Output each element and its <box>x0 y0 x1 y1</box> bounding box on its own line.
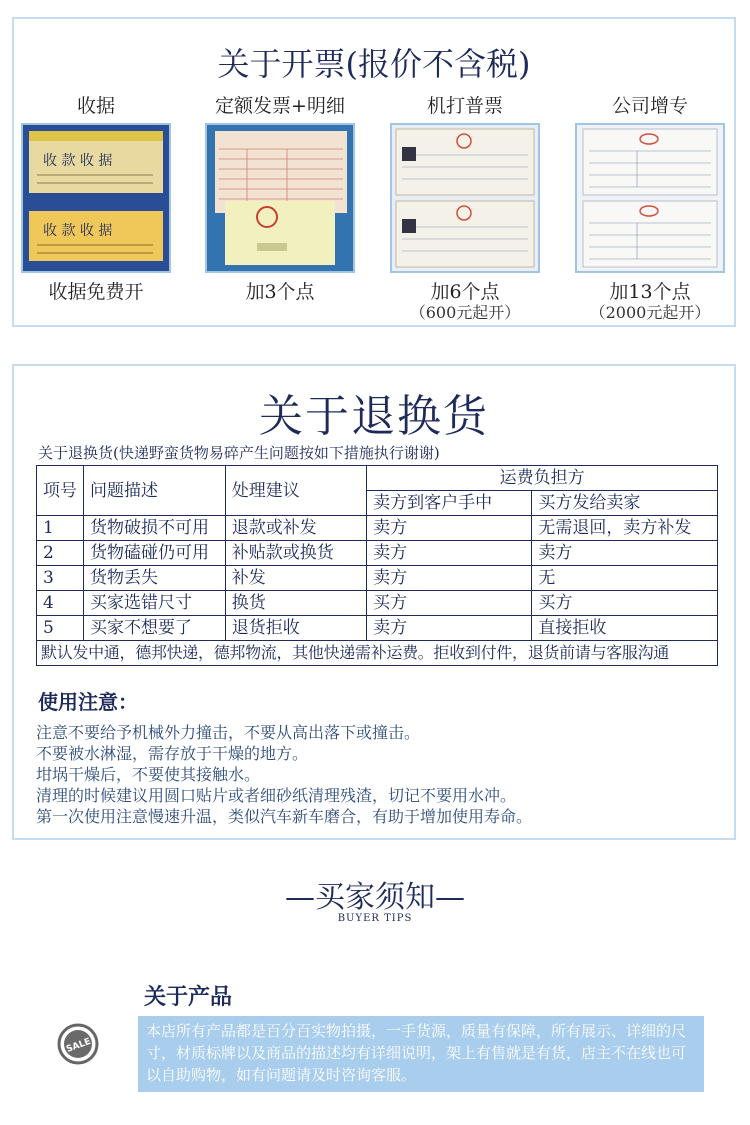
row-issue: 买家选错尺寸 <box>84 591 226 616</box>
invoice-option-machine <box>389 91 541 323</box>
sale-tag-icon <box>56 1022 100 1066</box>
table-row <box>37 541 718 566</box>
table-row <box>37 591 718 616</box>
header-to-buyer: 卖方到客户手中 <box>367 491 532 516</box>
usage-notes <box>36 722 532 827</box>
row-to-seller: 卖方 <box>532 541 718 566</box>
table-row <box>37 616 718 641</box>
row-to-buyer: 买方 <box>367 591 532 616</box>
row-to-buyer: 卖方 <box>367 541 532 566</box>
usage-line: 清理的时候建议用圆口贴片或者细砂纸清理残渣，切记不要用水冲。 <box>36 786 517 805</box>
row-to-seller: 无需退回，卖方补发 <box>532 516 718 541</box>
usage-title: 使用注意： <box>38 690 138 714</box>
header-no: 项号 <box>37 466 84 516</box>
row-no: 1 <box>37 516 84 541</box>
row-to-seller: 无 <box>532 566 718 591</box>
row-no: 4 <box>37 591 84 616</box>
invoice-option-price: 加3个点 <box>245 281 315 303</box>
invoice-option-price: 加13个点 <box>609 281 691 303</box>
machine-invoice-image <box>390 123 540 273</box>
invoice-option-price: 加6个点 <box>430 281 500 303</box>
row-no: 3 <box>37 566 84 591</box>
quota-invoice-image <box>205 123 355 273</box>
receipt-book-image <box>21 123 171 273</box>
row-no: 5 <box>37 616 84 641</box>
header-shipping: 运费负担方 <box>367 466 718 491</box>
returns-title: 关于退换货 <box>259 391 489 442</box>
buyer-tips-subtitle: BUYER TIPS <box>337 913 413 924</box>
invoice-option-label: 机打普票 <box>426 95 503 117</box>
row-issue: 货物破损不可用 <box>84 516 226 541</box>
row-to-seller: 直接拒收 <box>532 616 718 641</box>
row-advice: 退款或补发 <box>225 516 366 541</box>
invoice-option-price: 收据免费开 <box>48 281 144 303</box>
row-issue: 货物磕碰仍可用 <box>84 541 226 566</box>
row-no: 2 <box>37 541 84 566</box>
invoice-option-note: （2000元起开） <box>589 303 711 322</box>
usage-line: 坩埚干燥后，不要使其接触水。 <box>36 765 261 784</box>
row-to-buyer: 卖方 <box>367 516 532 541</box>
header-to-seller: 买方发给卖家 <box>532 491 718 516</box>
invoice-option-vat <box>574 91 726 323</box>
invoice-option-label: 公司增专 <box>611 95 688 117</box>
row-advice: 换货 <box>225 591 366 616</box>
returns-table <box>36 465 718 666</box>
usage-line: 第一次使用注意慢速升温，类似汽车新车磨合，有助于增加使用寿命。 <box>36 807 533 826</box>
row-to-seller: 买方 <box>532 591 718 616</box>
buyer-tips-title: —买家须知— <box>285 880 465 915</box>
header-issue: 问题描述 <box>84 466 226 516</box>
invoice-option-label: 定额发票+明细 <box>215 95 345 117</box>
returns-subtitle: 关于退换货(快递野蛮货物易碎产生问题按如下措施执行谢谢) <box>38 444 440 462</box>
table-row <box>37 566 718 591</box>
product-description: 本店所有产品都是百分百实物拍摄，一手货源，质量有保障，所有展示、详细的尺寸，材质标牌以及商品的描述均有详细说明，架上有售就是有货，店主不在线也可以自助购物，如有问题请及时咨询客服。 <box>138 1016 704 1092</box>
row-advice: 补贴款或换货 <box>225 541 366 566</box>
returns-footer-note: 默认发中通，德邦快递，德邦物流，其他快递需补运费。拒收到付件，退货前请与客服沟通 <box>37 641 718 666</box>
row-to-buyer: 卖方 <box>367 616 532 641</box>
vat-invoice-image <box>575 123 725 273</box>
header-advice: 处理建议 <box>225 466 366 516</box>
invoice-option-note: （600元起开） <box>409 303 521 322</box>
row-advice: 退货拒收 <box>225 616 366 641</box>
invoice-option-label: 收据 <box>76 95 115 117</box>
invoice-title: 关于开票(报价不含税) <box>217 45 531 83</box>
invoice-section <box>12 17 736 327</box>
svg-text:收 款 收 据: 收 款 收 据 <box>43 223 113 239</box>
invoice-option-quota <box>204 91 356 303</box>
sale-tag-label: SALE <box>65 1036 93 1055</box>
returns-section <box>12 364 736 840</box>
row-advice: 补发 <box>225 566 366 591</box>
row-to-buyer: 卖方 <box>367 566 532 591</box>
svg-text:收 款 收 据: 收 款 收 据 <box>43 153 113 169</box>
invoice-option-receipt <box>20 91 172 303</box>
product-section-title: 关于产品 <box>144 984 233 1010</box>
row-issue: 买家不想要了 <box>84 616 226 641</box>
table-row <box>37 516 718 541</box>
usage-line: 注意不要给予机械外力撞击，不要从高出落下或撞击。 <box>36 723 421 742</box>
row-issue: 货物丢失 <box>84 566 226 591</box>
usage-line: 不要被水淋湿，需存放于干燥的地方。 <box>36 744 309 763</box>
